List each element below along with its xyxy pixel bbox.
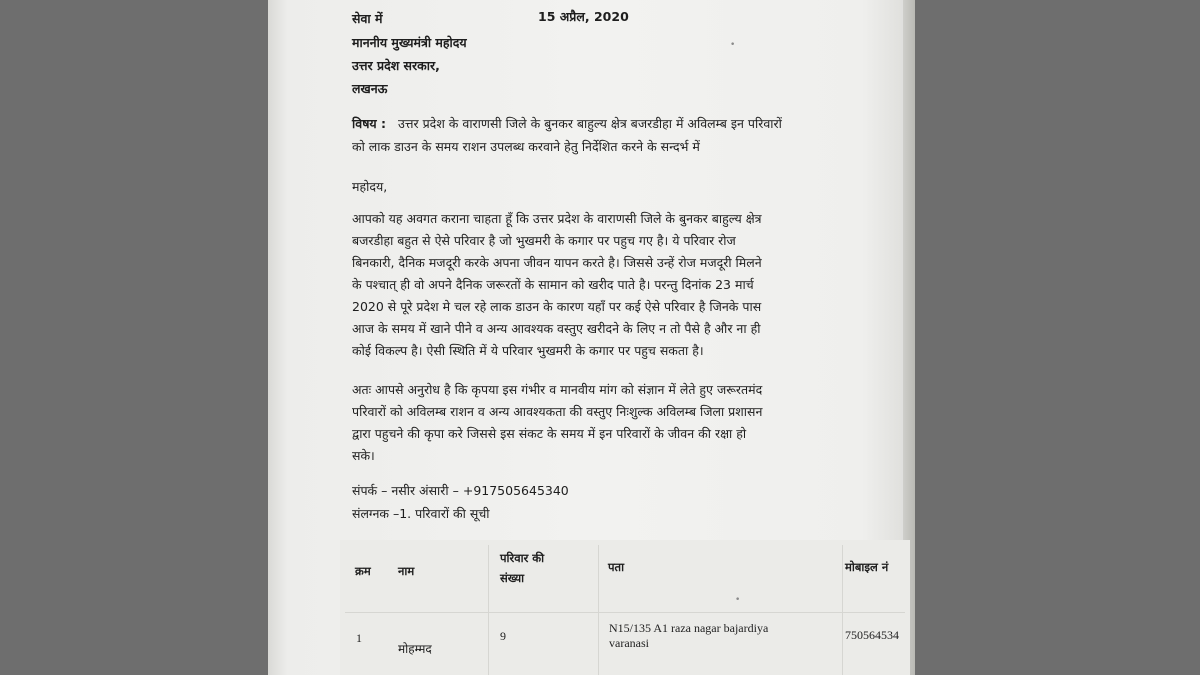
row-address-line-2: varanasi (609, 636, 649, 650)
paper-speck: • (735, 595, 741, 605)
table-column-divider (842, 545, 843, 675)
row-address-line-1: N15/135 A1 raza nagar bajardiya (609, 621, 769, 635)
row-family-count: 9 (500, 629, 506, 643)
address-line-3: उत्तर प्रदेश सरकार, (352, 58, 440, 73)
table-header-address: पता (608, 560, 625, 574)
body-line: परिवारों को अविलम्ब राशन व अन्य आवश्यकता की वस्तुए निःशुल्क अविलम्ब जिला प्रशासन (352, 404, 763, 419)
table-column-divider (488, 545, 489, 675)
body-line: आपको यह अवगत कराना चाहता हूँ कि उत्तर प्रदेश के वाराणसी जिले के बुनकर बाहुल्य क्षेत्र (352, 211, 762, 226)
row-mobile: 750564534 (845, 628, 899, 642)
body-line: बिनकारी, दैनिक मजदूरी करके अपना जीवन यापन करते है। जिससे उन्हें रोज मजदूरी मिलने (352, 255, 762, 270)
body-line: 2020 से पूरे प्रदेश मे चल रहे लाक डाउन के कारण यहाँ पर कई ऐसे परिवार है जिनके पास (352, 299, 762, 314)
contact-line: संपर्क – नसीर अंसारी – +917505645340 (352, 483, 569, 498)
address-line-4: लखनऊ (352, 81, 388, 96)
body-line: आज के समय में खाने पीने व अन्य आवश्यक वस्तुए खरीदने के लिए न तो पैसे है और ना ही (352, 321, 761, 336)
table-header-mobile: मोबाइल नं (845, 560, 889, 574)
body-line: के पश्चात् ही वो अपने दैनिक जरूरतों के सामान को खरीद पाते है। परन्तु दिनांक 23 मार्च (352, 277, 754, 292)
table-header-family-count-2: संख्या (500, 571, 525, 585)
body-line: बजरडीहा बहुत से ऐसे परिवार है जो भुखमरी के कगार पर पहुच गए है। ये परिवार रोज (352, 233, 736, 248)
body-line: द्वारा पहुचने की कृपा करे जिससे इस संकट के समय में इन परिवारों के जीवन की रक्षा हो (352, 426, 747, 441)
subject-line-2: को लाक डाउन के समय राशन उपलब्ध करवाने हेतु निर्देशित करने के सन्दर्भ में (352, 139, 700, 154)
table-column-divider (598, 545, 599, 675)
body-paragraph-2 (352, 379, 762, 467)
subject-label: विषय : (352, 116, 387, 131)
paper-speck: • (730, 40, 736, 50)
address-line-2: माननीय मुख्यमंत्री महोदय (352, 35, 467, 50)
row-name: मोहम्मद (398, 642, 432, 656)
subject-line-1: उत्तर प्रदेश के वाराणसी जिले के बुनकर बाहुल्य क्षेत्र बजरडीहा में अविलम्ब इन परिवारों (398, 116, 782, 131)
salutation: महोदय, (352, 179, 388, 194)
table-header-serial: क्रम (355, 564, 371, 578)
table-header-name: नाम (398, 564, 415, 578)
address-line-1: सेवा में (352, 11, 383, 26)
body-line: अतः आपसे अनुरोध है कि कृपया इस गंभीर व मानवीय मांग को संज्ञान में लेते हुए जरूरतमंद (352, 382, 763, 397)
table-header-family-count: परिवार की (500, 551, 545, 565)
body-paragraph-1 (352, 208, 762, 362)
letter-date: 15 अप्रैल, 2020 (538, 9, 629, 24)
row-serial: 1 (356, 631, 362, 645)
table-row-divider (345, 612, 905, 613)
body-line: सके। (352, 448, 375, 463)
attachment-line: संलग्नक –1. परिवारों की सूची (352, 506, 490, 521)
body-line: कोई विकल्प है। ऐसी स्थिति में ये परिवार भुखमरी के कगार पर पहुच सकता है। (352, 343, 704, 358)
